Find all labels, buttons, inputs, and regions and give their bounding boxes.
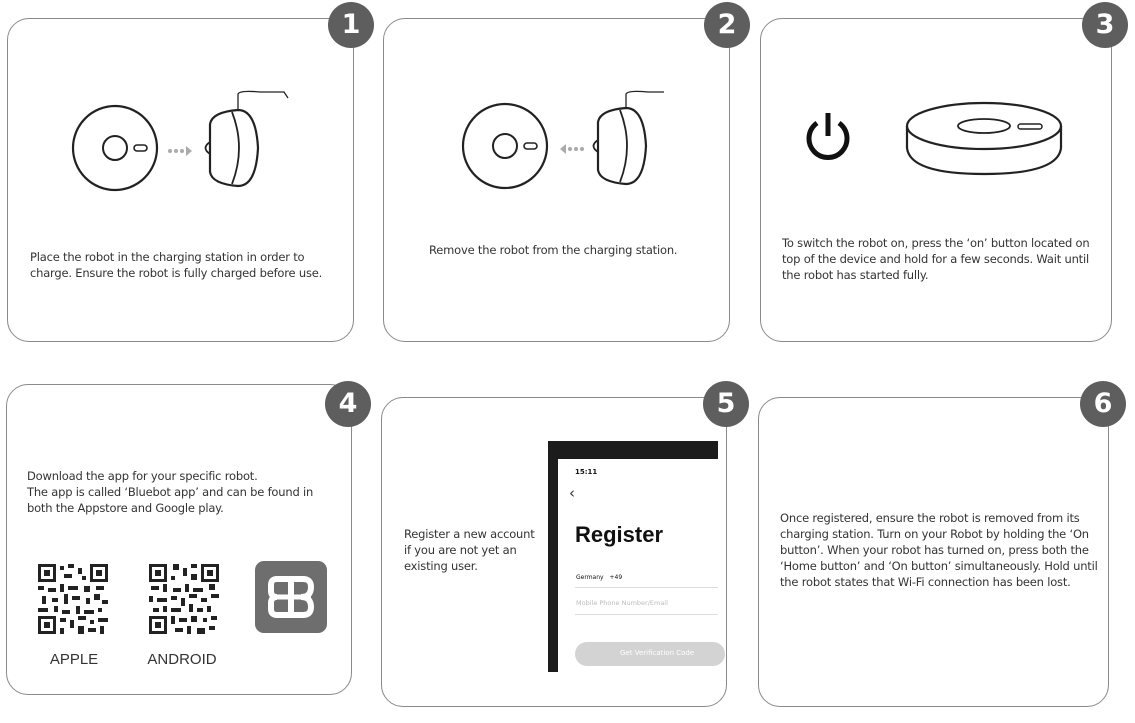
country-name: Germany [576, 574, 604, 581]
qr-code-apple[interactable] [38, 564, 108, 634]
step-5-text: Register a new account if you are not yet an existing user. [404, 527, 535, 573]
get-verification-code-button[interactable] [575, 642, 725, 666]
phone-screenshot [548, 441, 718, 672]
bluebot-app-logo[interactable] [255, 561, 327, 633]
robot-device-illustration [904, 100, 1064, 178]
apple-store-label: APPLE [49, 651, 99, 668]
app-logo-mark [267, 575, 315, 619]
country-code: +49 [609, 574, 623, 581]
phone-email-input[interactable]: Mobile Phone Number/Email [576, 599, 668, 607]
step-5-badge: 5 [703, 381, 749, 427]
step-4-panel [6, 384, 352, 695]
step-3-badge: 3 [1082, 2, 1128, 48]
button-label: Get Verification Code [620, 649, 695, 657]
arrow-right-icon [168, 146, 192, 156]
step-1-text: Place the robot in the charging station in order to charge. Ensure the robot is fully charged before use. [30, 250, 323, 280]
register-title: Register [575, 522, 664, 547]
power-icon [802, 110, 854, 162]
android-store-label: ANDROID [147, 651, 217, 668]
robot-removal-illustration [450, 86, 690, 196]
arrow-left-icon [560, 144, 584, 154]
step-6-text: Once registered, ensure the robot is removed from its charging station. Turn on your Robot by holding the ‘On button’. When your robot has turned on, press both the ‘Home button’ and ‘On button’ simultaneously. Hold until the robot states that Wi-Fi connection has been lost. [780, 511, 1098, 589]
robot-charging-illustration [60, 88, 300, 198]
divider [575, 587, 718, 588]
country-selector[interactable] [576, 574, 622, 581]
step-2-badge: 2 [704, 2, 750, 48]
phone-status-time: 15:11 [575, 468, 598, 476]
step-4-badge: 4 [325, 381, 371, 427]
step-6-badge: 6 [1080, 381, 1126, 427]
step-3-text: To switch the robot on, press the ‘on’ button located on top of the device and hold for a few seconds. Wait until the robot has started fully. [782, 236, 1090, 282]
step-1-badge: 1 [328, 2, 374, 48]
divider [575, 614, 718, 615]
step-4-text: Download the app for your specific robot. The app is called ‘Bluebot app’ and can be found in both the Appstore and Google play. [27, 469, 314, 515]
step-3-panel [760, 18, 1112, 342]
back-icon[interactable]: ‹ [569, 484, 575, 502]
qr-code-android[interactable] [149, 564, 219, 634]
step-2-text: Remove the robot from the charging station. [429, 243, 678, 257]
